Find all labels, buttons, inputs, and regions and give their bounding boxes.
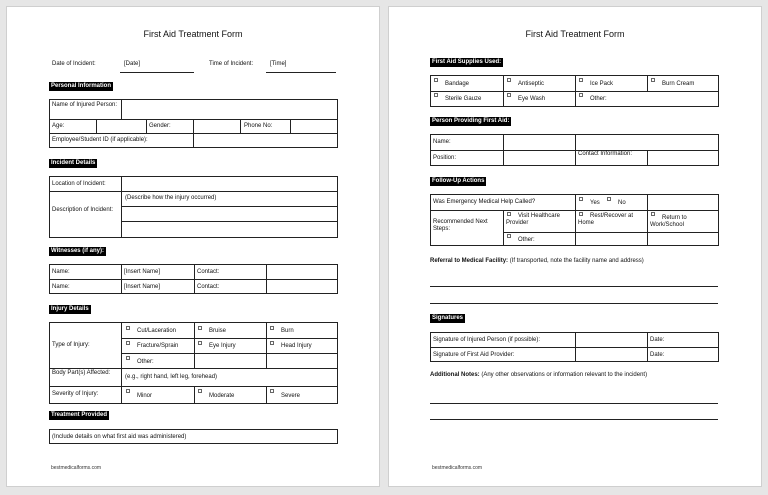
- signature-provider-date-label: Date:: [650, 352, 665, 358]
- ems-no: No: [618, 200, 626, 206]
- injury-details-table: [49, 322, 338, 404]
- notes-label: Additional Notes:: [430, 372, 480, 378]
- section-header-treatment: Treatment Provided: [51, 412, 108, 418]
- ems-called-label: Was Emergency Medical Help Called?: [433, 199, 536, 205]
- injured-name-label: Name of Injured Person:: [52, 102, 118, 108]
- option-burn: Burn: [281, 328, 294, 334]
- checkbox-moderate[interactable]: [198, 389, 202, 393]
- supply-antiseptic: Antiseptic: [518, 81, 545, 87]
- checkbox-severe[interactable]: [270, 389, 274, 393]
- witness-1-contact-field[interactable]: [267, 265, 338, 279]
- signature-injured-label: Signature of Injured Person (if possible):: [433, 337, 541, 343]
- notes-hint: (Any other observations or information relevant to the incident): [481, 372, 648, 378]
- severity-label: Severity of Injury:: [52, 391, 99, 397]
- notes-line-2[interactable]: [430, 419, 718, 420]
- checkbox-bandage[interactable]: [434, 78, 438, 82]
- provider-position-field[interactable]: [504, 151, 575, 166]
- supply-burn-cream: Burn Cream: [662, 81, 695, 87]
- notes-line-1[interactable]: [430, 403, 718, 404]
- injury-type-label: Type of Injury:: [52, 342, 90, 348]
- section-header-incident: Incident Details: [51, 160, 96, 166]
- injured-name-field[interactable]: [122, 100, 338, 119]
- checkbox-other-injury[interactable]: [126, 356, 130, 360]
- next-steps-label: Recommended Next Steps:: [433, 219, 488, 232]
- date-field[interactable]: [Date]: [124, 61, 141, 67]
- checkbox-burn-cream[interactable]: [651, 78, 655, 82]
- location-label: Location of Incident:: [52, 181, 106, 187]
- personal-info-table: [49, 99, 338, 148]
- time-underline: [266, 72, 336, 73]
- treatment-table: [49, 429, 338, 444]
- option-cut: Cut/Laceration: [137, 328, 177, 334]
- date-label: Date of Incident:: [52, 61, 96, 67]
- time-field[interactable]: [Time]: [270, 61, 287, 67]
- notes-line: [430, 372, 647, 379]
- checkbox-burn[interactable]: [270, 326, 274, 330]
- page-title: First Aid Treatment Form: [525, 29, 625, 39]
- signature-injured-field[interactable]: [576, 333, 647, 347]
- provider-contact-field[interactable]: [648, 151, 719, 166]
- checkbox-ems-no[interactable]: [607, 197, 611, 201]
- body-part-hint[interactable]: (e.g., right hand, left leg, forehead): [125, 374, 218, 380]
- referral-label: Referral to Medical Facility:: [430, 258, 509, 264]
- section-header-witnesses: Witnesses (if any):: [51, 248, 104, 254]
- referral-line: [430, 258, 644, 265]
- referral-line-1[interactable]: [430, 286, 718, 287]
- provider-table: [430, 134, 719, 166]
- section-header-provider: Person Providing First Aid:: [432, 118, 510, 124]
- supply-other: Other:: [590, 96, 607, 102]
- supplies-table: [430, 75, 719, 107]
- supply-bandage: Bandage: [445, 81, 470, 87]
- gender-label: Gender:: [149, 123, 171, 129]
- signature-provider-field[interactable]: [576, 348, 647, 362]
- checkbox-head-injury[interactable]: [270, 341, 274, 345]
- employee-id-label: Employee/Student ID (if applicable):: [52, 137, 148, 143]
- witness-2-contact-label: Contact:: [197, 284, 220, 290]
- witness-1-name-label: Name:: [52, 269, 70, 275]
- gender-field[interactable]: [194, 119, 240, 133]
- treatment-hint[interactable]: (Include details on what first aid was administered): [52, 434, 187, 440]
- age-label: Age:: [52, 123, 65, 129]
- supply-sterile-gauze: Sterile Gauze: [445, 96, 482, 102]
- section-header-injury: Injury Details: [51, 306, 89, 312]
- date-underline: [120, 72, 194, 73]
- signature-injured-date-label: Date:: [650, 337, 665, 343]
- page-footer: bestmedicalforms.com: [51, 465, 102, 471]
- referral-hint: (If transported, note the facility name and address): [509, 258, 644, 264]
- description-label: Description of Incident:: [52, 207, 114, 213]
- checkbox-ice-pack[interactable]: [579, 78, 583, 82]
- witness-2-name-label: Name:: [52, 284, 70, 290]
- next-other: Other:: [518, 237, 535, 243]
- incident-details-table: [49, 176, 338, 238]
- next-return-work: Return to Work/School: [650, 215, 687, 228]
- section-header-signatures: Signatures: [432, 315, 464, 321]
- checkbox-bruise[interactable]: [198, 326, 202, 330]
- provider-name-label: Name:: [433, 139, 451, 145]
- witness-2-contact-field[interactable]: [267, 280, 338, 294]
- phone-field[interactable]: [291, 119, 338, 133]
- time-label: Time of Incident:: [209, 61, 254, 67]
- followup-table: [430, 194, 719, 246]
- option-moderate: Moderate: [209, 393, 235, 399]
- section-header-supplies: First Aid Supplies Used:: [432, 59, 502, 65]
- description-hint[interactable]: (Describe how the injury occurred): [125, 195, 217, 201]
- witness-1-name-field[interactable]: [Insert Name]: [124, 269, 161, 275]
- option-head-injury: Head Injury: [281, 343, 312, 349]
- checkbox-eye-injury[interactable]: [198, 341, 202, 345]
- checkbox-other-supply[interactable]: [579, 93, 583, 97]
- signature-provider-label: Signature of First Aid Provider:: [433, 352, 515, 358]
- option-eye-injury: Eye Injury: [209, 343, 236, 349]
- provider-name-field[interactable]: [504, 135, 719, 150]
- option-minor: Minor: [137, 393, 153, 399]
- phone-label: Phone No:: [244, 123, 273, 129]
- option-fracture: Fracture/Sprain: [137, 343, 179, 349]
- body-part-label: Body Part(s) Affected:: [52, 370, 111, 376]
- option-other-injury: Other:: [137, 359, 154, 365]
- ems-yes: Yes: [590, 200, 600, 206]
- supply-eye-wash: Eye Wash: [518, 96, 546, 102]
- page-footer: bestmedicalforms.com: [432, 465, 483, 471]
- checkbox-minor[interactable]: [126, 389, 130, 393]
- signatures-table: [430, 332, 719, 362]
- checkbox-sterile-gauze[interactable]: [434, 93, 438, 97]
- referral-line-2[interactable]: [430, 303, 718, 304]
- supply-ice-pack: Ice Pack: [590, 81, 614, 87]
- next-visit-provider: Visit Healthcare Provider: [506, 213, 560, 226]
- checkbox-ems-yes[interactable]: [579, 197, 583, 201]
- employee-id-field[interactable]: [194, 133, 338, 148]
- page-title: First Aid Treatment Form: [143, 29, 243, 39]
- option-severe: Severe: [281, 393, 301, 399]
- form-page-2: [388, 6, 762, 487]
- location-field[interactable]: [122, 177, 338, 191]
- section-header-personal: Personal Information: [51, 83, 112, 89]
- provider-contact-label: Contact Information:: [578, 151, 633, 157]
- section-header-followup: Follow-Up Actions: [432, 178, 485, 184]
- provider-position-label: Position:: [433, 155, 457, 161]
- checkbox-cut[interactable]: [126, 326, 130, 330]
- checkbox-antiseptic[interactable]: [507, 78, 511, 82]
- checkbox-other-next[interactable]: [507, 234, 511, 238]
- witness-1-contact-label: Contact:: [197, 269, 220, 275]
- checkbox-fracture[interactable]: [126, 341, 130, 345]
- checkbox-eye-wash[interactable]: [507, 93, 511, 97]
- form-page-1: [6, 6, 380, 487]
- option-bruise: Bruise: [209, 328, 227, 334]
- age-field[interactable]: [97, 119, 146, 133]
- witness-2-name-field[interactable]: [Insert Name]: [124, 284, 161, 290]
- next-rest-recover: Rest/Recover at Home: [578, 213, 634, 226]
- witnesses-table: [49, 264, 338, 294]
